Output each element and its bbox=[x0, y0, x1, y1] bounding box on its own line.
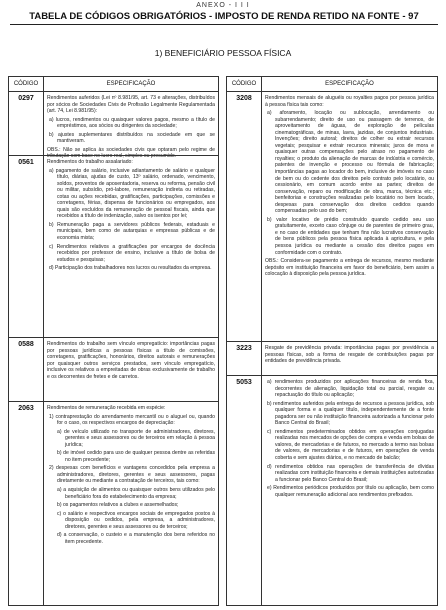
spec-paragraph: Rendimentos mensais de aluguéis ou royalties pagos por pessoa jurídica à pessoa física tais como: bbox=[265, 95, 434, 108]
spec-paragraph: 2) despesas com benefícios e vantagens concedidos pela empresa a administradores, diretores, gerentes e seus assessores, pagas diretamente ou mediante a contratação de terceiros, tais como: bbox=[49, 465, 215, 485]
row-divider bbox=[227, 341, 437, 342]
specification-column-header: ESPECIFICAÇÃO bbox=[325, 81, 374, 87]
row-divider bbox=[9, 337, 218, 338]
spec-paragraph: b) ajustes suplementares distribuídos na sociedade em que se mantiveram. bbox=[49, 131, 215, 145]
spec-paragraph: a) de veículo utilizado no transporte de administradores, diretores, gerentes e seus assessores ou de terceiros em relação à pessoa jurídica; bbox=[57, 428, 215, 448]
document-title: TABELA DE CÓDIGOS OBRIGATÓRIOS - IMPOSTO DE RENDA RETIDO NA FONTE - 97 bbox=[10, 11, 438, 25]
row-code: 5053 bbox=[236, 379, 252, 386]
spec-paragraph: OBS.: Não se aplica às sociedades civis que optaram pelo regime de tributação com base no lucro real, simples ou presumido. bbox=[47, 146, 215, 160]
spec-paragraph: Rendimentos auferidos (Lei nº 8.981/95, art. 73 e alterações, distribuídos por sócios de Sociedades Civis de Profissão Legalmente Regulamentada (art. 74, Lei 8.981/95): bbox=[47, 95, 215, 115]
spec-paragraph: Rendimentos do trabalho assalariado: bbox=[47, 159, 133, 165]
spec-paragraph: OBS.: Considera-se pagamento a entrega de recursos, mesmo mediante depósito em instituição financeira em favor do beneficiário, bem assim a colocação à disposição pela pessoa jurídica. bbox=[265, 258, 434, 278]
spec-paragraph: c) rendimentos predeterminados obtidos em operações conjugadas realizadas nos mercados de opções de compra e venda em bolsas de valores, de mercadorias e de futuros, no mercado a termo nas bolsas de valores, de mercadorias e de futuros, em operações de venda coberta e sem ajustes diários, e no mercado de balcão; bbox=[267, 428, 434, 462]
spec-paragraph: d) a conservação, o custeio e a manutenção dos bens referidos no item precedente. bbox=[57, 532, 215, 545]
row-code: 0588 bbox=[18, 341, 34, 348]
left-table-header bbox=[9, 77, 218, 92]
row-specification bbox=[265, 379, 434, 500]
spec-paragraph: b) de imóvel cedido para uso de qualquer pessoa dentre as referidas no item precedente; bbox=[57, 450, 215, 463]
row-specification bbox=[47, 159, 215, 274]
spec-paragraph: d) Participação dos trabalhadores nos lucros ou resultados da empresa. bbox=[49, 265, 212, 272]
row-code: 3208 bbox=[236, 95, 252, 102]
row-code: 0561 bbox=[18, 159, 34, 166]
row-specification bbox=[47, 341, 215, 382]
spec-paragraph: b) Remuneração paga a servidores públicos federais, estaduais e municipais, bem como de autarquias e empresas públicas e de economia mista; bbox=[49, 221, 215, 242]
column-divider bbox=[43, 91, 44, 605]
spec-paragraph: c) Rendimentos relativos a gratificações por encargos de docência recebidos por professor de ensino, inclusive a título de bolsa de estudos e pesquisas; bbox=[49, 243, 215, 263]
right-table bbox=[226, 76, 438, 606]
column-divider bbox=[261, 91, 262, 605]
spec-paragraph: e) Rendimentos periódicos produzidos por título ou aplicação, bem como qualquer remuneração adicional aos rendimentos prefixados. bbox=[267, 485, 434, 498]
spec-paragraph: b) rendimentos auferidos pela entrega de recursos a pessoa jurídica, sob qualquer forma e a qualquer título, independentemente de a fonte pagadora ser ou não instituição financeira autorizada a funcionar pelo Banco Central do Brasil; bbox=[267, 400, 434, 427]
spec-paragraph: a) rendimentos produzidos por aplicações financeiras de renda fixa, decorrentes de alienação, liquidação total ou parcial, resgate ou repactuação do título ou aplicação; bbox=[267, 379, 434, 399]
row-specification bbox=[47, 405, 215, 547]
spec-paragraph: 1) contraprestação do arrendamento mercantil ou o aluguel ou, quando for o caso, os respectivos encargos de depreciação: bbox=[49, 413, 215, 427]
row-code: 2063 bbox=[18, 405, 34, 412]
spec-paragraph: a) a aquisição de alimentos ou quaisquer outros bens utilizados pelo beneficiário fora do estabelecimento da empresa; bbox=[57, 487, 215, 500]
spec-paragraph: c) o salário e respectivos encargos sociais de empregados postos à disposição ou cedidos, pela empresa, a administradores, diretores, gerentes e seus assessores ou de terceiros; bbox=[57, 510, 215, 530]
spec-paragraph: Rendimentos de remuneração recebida em espécie: bbox=[47, 405, 166, 411]
spec-paragraph: b) os pagamentos relativos a clubes e assemelhados; bbox=[57, 502, 179, 509]
row-specification bbox=[47, 95, 215, 162]
code-column-header: CÓDIGO bbox=[9, 77, 44, 91]
specification-column-header: ESPECIFICAÇÃO bbox=[106, 81, 156, 87]
row-specification bbox=[265, 345, 434, 367]
code-column-header: CÓDIGO bbox=[227, 77, 262, 91]
row-divider bbox=[227, 375, 437, 376]
section-title: 1) BENEFICIÁRIO PESSOA FÍSICA bbox=[154, 48, 292, 58]
spec-paragraph: a) lucros, rendimentos ou quaisquer valores pagos, mesmo a título de empréstimos, aos sócios ou dirigentes da sociedade; bbox=[49, 116, 215, 130]
annex-label: ANEXO - I I I bbox=[196, 2, 250, 9]
spec-paragraph: Resgate de previdência privada: importâncias pagas por previdência a pessoas físicas, sob a forma de resgate de contribuições pagas por entidades de previdência privada. bbox=[265, 345, 434, 365]
spec-paragraph: b) valor locativo de prédio construído quando cedido seu uso gratuitamente, exceto caso cônjuge ou de parentes de primeiro grau, e no caso de entidades que tenham fins não lucrativos conservação de bens públicos pela pessoa física aplicada à agricultura, e pela pessoa jurídica ou mediante a cessão dos direitos pagos em conformidade com o contrato. bbox=[267, 216, 434, 256]
right-table-header bbox=[227, 77, 437, 92]
row-specification bbox=[265, 95, 434, 280]
left-table bbox=[8, 76, 219, 606]
spec-paragraph: d) rendimentos obtidos nas operações de transferência de dívidas realizadas com instituição financeira e demais instituições autorizadas a funcionar pelo Banco Central do Brasil; bbox=[267, 463, 434, 483]
spec-paragraph: a) pagamento de salário, inclusive adiantamento de salário e qualquer título, diárias, ajudas de custo, 13º salário, ordenado, vencimento, soldos, proventos de aposentadoria, reserva ou reforma, pensão civil ou militar, subsídio, pró-labore, remuneração indireta ou retiradas, cotas ou ações recebidas, gratificações, participações, comissões e corretagens, férias, dispensa de funcionários ou empregados, aos quais são excluídos da remuneração de pessoal fiscais, ainda que recebidos a título de indenização, salvo os isentos por lei; bbox=[49, 167, 215, 220]
spec-paragraph: Rendimentos do trabalho sem vínculo empregatício: importâncias pagas por pessoas jurídicas a pessoas físicas a título de comissões, corretagens, gratificações, honorários, direitos autorais e remunerações por quaisquer outros serviços prestados, sem vínculo empregatício, inclusive os relativos a empreitadas de obras exclusivamente de trabalho e os decorrentes de fretes e de carretos. bbox=[47, 341, 215, 380]
spec-paragraph: a) aforamento, locação ou sublocação, arrendamento ou subarrendamento; direito de uso ou passagem de terrenos, de aproveitamento de águas, de exploração de películas cinematográficas, de minas, lavra, jazidas, de conjuntos industriais. Invenções; direito autoral; direitos de colher ou extrair recursos vegetais; pesquisar e extrair recursos minerais; juros de mora e quaisquer outras compensações pelo atraso no pagamento de royalties; o produto da alienação de marcas de indústria e comércio, patentes de invenção e processo ou fórmula de fabricação; importâncias pagas ao locador do bem, inclusive de imóveis no caso de bem ou do cedente dos direitos pelo contrato pelo locatário, ou cessionário, em comum acordo entre as partes; direitos de conservação, reparo ou modificação de obra, marca, técnica etc.; benfeitorias e construções realizadas pelo locatário no bem locado, despesas para conservação dos direitos cedidos quando compensadas pelo uso do bem; bbox=[267, 110, 434, 215]
row-code: 3223 bbox=[236, 345, 252, 352]
row-divider bbox=[9, 401, 218, 402]
row-divider bbox=[9, 155, 218, 156]
row-code: 0297 bbox=[18, 95, 34, 102]
